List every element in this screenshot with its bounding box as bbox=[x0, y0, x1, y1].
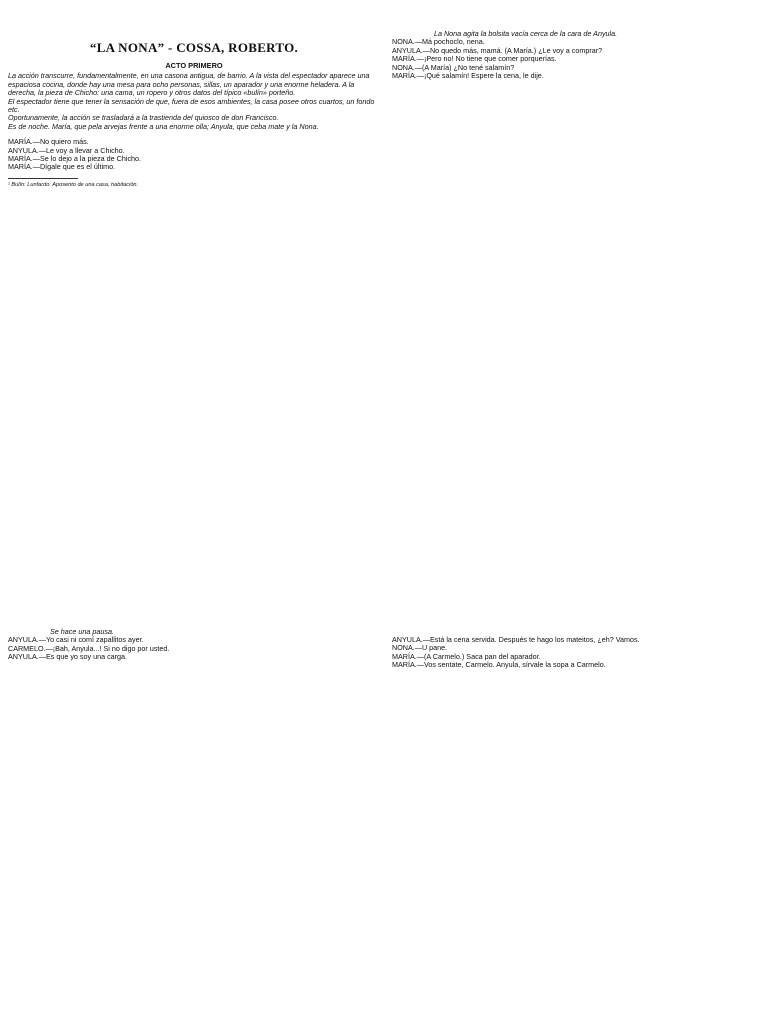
intro-paragraph: El espectador tiene que tener la sensación de que, fuera de esos ambientes, la casa posee otros cuartos, un fondo etc. bbox=[8, 96, 375, 115]
column-bottom-left bbox=[8, 628, 380, 1020]
dialogue-line: NONA.—(A María) ¿No tené salamín? bbox=[392, 62, 515, 72]
dialogue-line: MARÍA.—(A Carmelo.) Saca pan del aparador. bbox=[392, 651, 541, 661]
footnote: ¹ Bulín: Lunfardo. Aposento de una casa, habitación. bbox=[8, 181, 139, 188]
play-title: “LA NONA” - COSSA, ROBERTO. bbox=[89, 40, 299, 55]
dialogue-line: CARMELO.—¡Bah, Anyula...! Si no digo por usted. bbox=[8, 643, 170, 653]
column-top-left bbox=[8, 40, 380, 600]
intro-paragraph: La acción transcurre, fundamentalmente, en una casona antigua, de barrio. A la vista del espectador aparece una espaciosa cocina, donde hay una mesa para ocho personas, sillas, un aparador y una enorme heladera. A la derecha, la pieza de Chicho: una cama, un ropero y otros datos del típico «bulín» porteño. bbox=[8, 71, 370, 98]
dialogue-line: NONA.—U pane. bbox=[392, 643, 448, 653]
dialogue-line: MARÍA.—¡Pero no! No tiene que comer porquerías. bbox=[392, 54, 557, 64]
dialogue-line: ANYULA.—No quedo más, mamá. (A María.) ¿Le voy a comprar? bbox=[392, 45, 603, 55]
intro-paragraph: Es de noche. María, que pela arvejas frente a una enorme olla; Anyula, que ceba mate y la Nona. bbox=[8, 121, 319, 131]
stage-direction: La Nona agita la bolsita vacía cerca de la cara de Anyula. bbox=[434, 30, 618, 38]
dialogue-line: MARÍA.—Vos sentate, Carmelo. Anyula, sírvale la sopa a Carmelo. bbox=[392, 660, 606, 670]
footnote-divider bbox=[8, 178, 78, 179]
dialogue-line: MARÍA.—Se lo dejo a la pieza de Chicho. bbox=[8, 154, 142, 164]
dialogue-line: ANYULA.—Yo casi ni comí zapallitos ayer. bbox=[8, 635, 144, 645]
dialogue-line: MARÍA.—¡Qué salamín! Espere la cena, le dije. bbox=[392, 71, 544, 81]
column-top-right bbox=[392, 30, 764, 590]
dialogue-line: ANYULA.—Está la cena servida. Después te hago los mateitos, ¿eh? Vamos. bbox=[392, 636, 640, 644]
dialogue-line: MARÍA.—No quiero más. bbox=[8, 137, 89, 147]
intro-paragraph: Oportunamente, la acción se trasladará a la trastienda del quiosco de don Francisco. bbox=[8, 113, 279, 123]
stage-direction: Se hace una pausa. bbox=[50, 628, 114, 636]
act-heading: ACTO PRIMERO bbox=[165, 61, 223, 70]
column-bottom-right bbox=[392, 636, 764, 1020]
dialogue-line: MARÍA.—Dígale que es el último. bbox=[8, 162, 116, 172]
dialogue-line: NONA.—Má pochoclo, nena. bbox=[392, 37, 485, 47]
dialogue-line: ANYULA.—Le voy a llevar a Chicho. bbox=[8, 145, 125, 155]
dialogue-line: ANYULA.—Es que yo soy una carga. bbox=[8, 652, 128, 662]
